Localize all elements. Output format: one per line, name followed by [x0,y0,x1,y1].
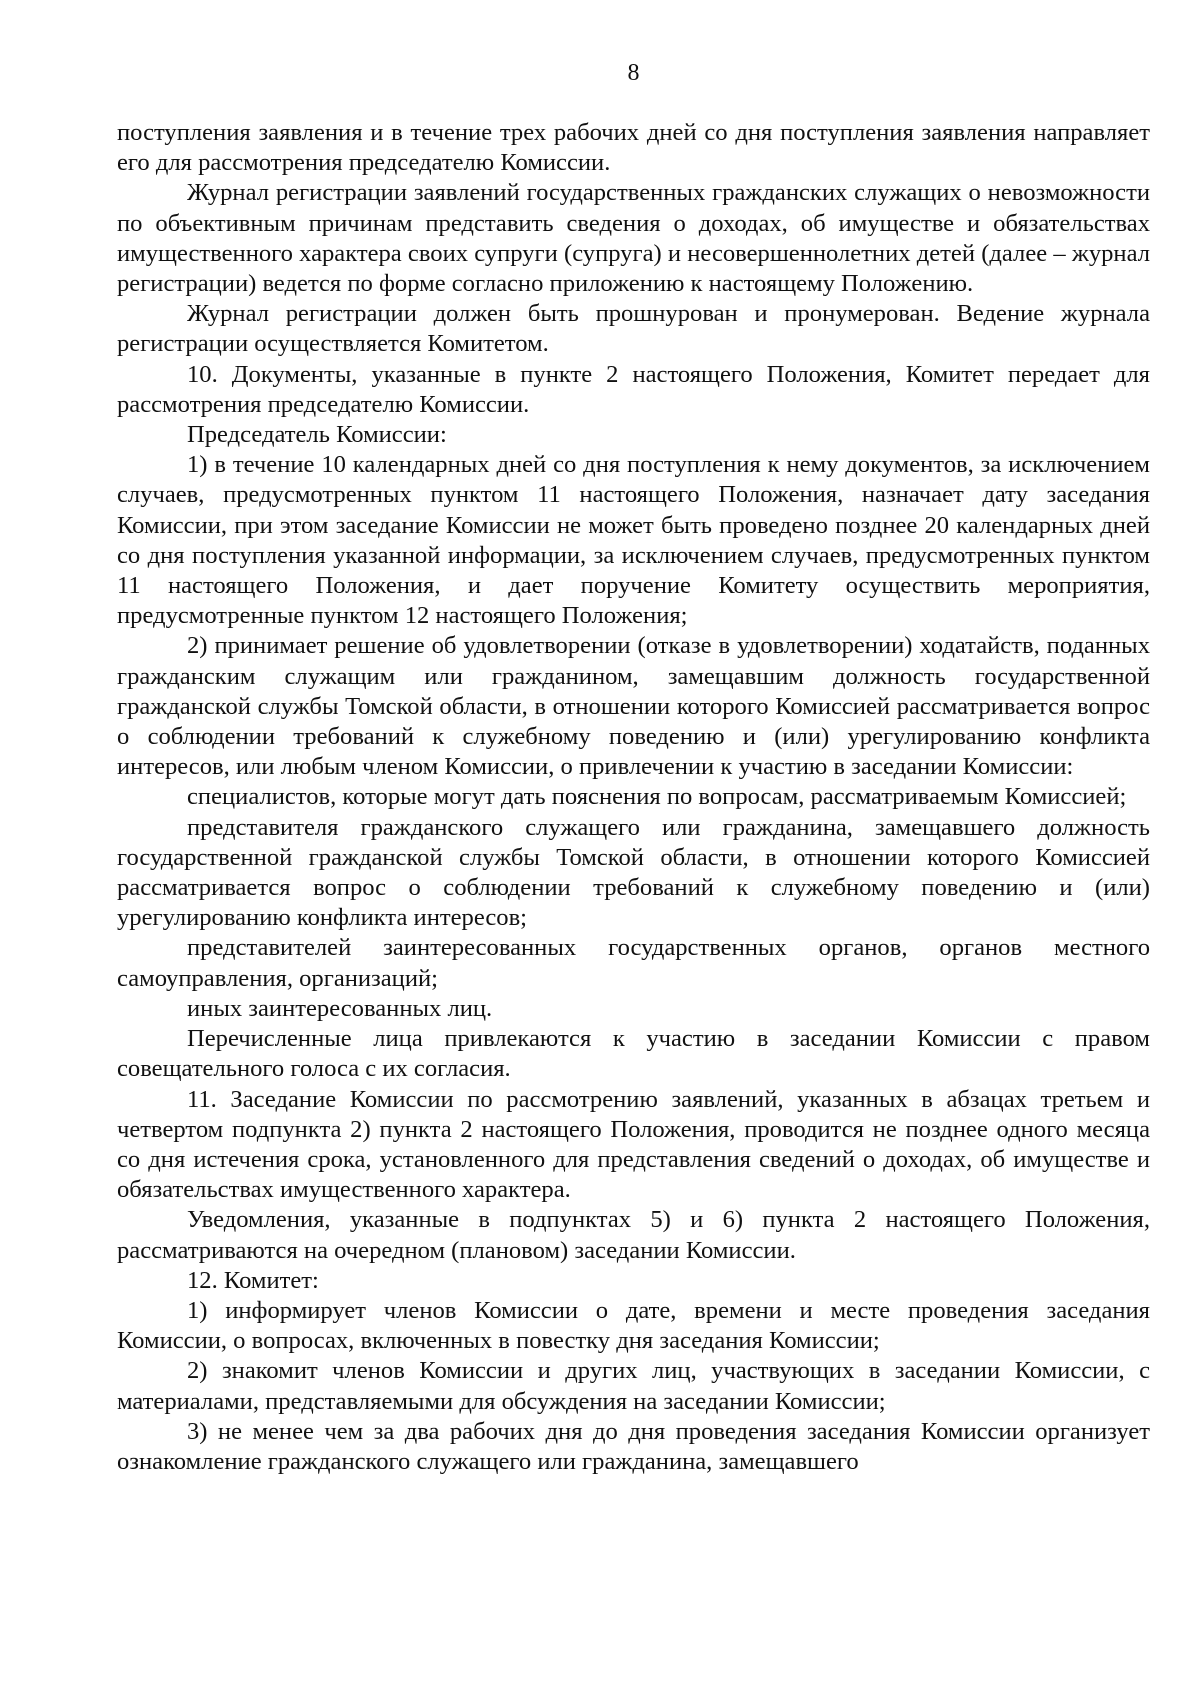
document-page [117,0,1150,1698]
paragraph: 11. Заседание Комиссии по рассмотрению заявлений, указанных в абзацах третьем и четвертом подпункта 2) пункта 2 настоящего Положения, проводится не позднее одного месяца со дня истечения срока, установленного для представления сведений о доходах, об имуществе и обязательствах имущественного характера. [117,1085,1150,1204]
paragraph: представителей заинтересованных государственных органов, органов местного самоуправления, организаций; [117,934,1150,992]
paragraph: 3) не менее чем за два рабочих дня до дня проведения заседания Комиссии организует ознакомление гражданского служащего или гражданина, замещавшего [117,1417,1150,1475]
paragraph: 12. Комитет: [187,1266,319,1294]
paragraph: представителя гражданского служащего или гражданина, замещавшего должность государственной гражданской службы Томской области, в отношении которого Комиссией рассматривается вопрос о соблюдении требований к служебному поведению и (или) урегулированию конфликта интересов; [117,813,1150,932]
body-text [117,118,1150,1477]
paragraph: Председатель Комиссии: [187,421,447,449]
paragraph: поступления заявления и в течение трех рабочих дней со дня поступления заявления направляет его для рассмотрения председателю Комиссии. [117,119,1150,177]
paragraph: иных заинтересованных лиц. [187,994,493,1022]
paragraph: специалистов, которые могут дать пояснения по вопросам, рассматриваемым Комиссией; [187,783,1127,811]
paragraph: 2) принимает решение об удовлетворении (отказе в удовлетворении) ходатайств, поданных гражданским служащим или гражданином, замещавшим должность государственной гражданской службы Томской области, в отношении которого Комиссией рассматривается вопрос о соблюдении требований к служебному поведению и (или) урегулированию конфликта интересов, или любым членом Комиссии, о привлечении к участию в заседании Комиссии: [117,632,1150,781]
paragraph: Журнал регистрации заявлений государственных гражданских служащих о невозможности по объективным причинам представить сведения о доходах, об имуществе и обязательствах имущественного характера своих супруги (супруга) и несовершеннолетних детей (далее – журнал регистрации) ведется по форме согласно приложению к настоящему Положению. [117,179,1150,298]
page-number: 8 [627,60,640,86]
paragraph: Перечисленные лица привлекаются к участию в заседании Комиссии с правом совещательного голоса с их согласия. [117,1025,1150,1083]
paragraph: 10. Документы, указанные в пункте 2 настоящего Положения, Комитет передает для рассмотрения председателю Комиссии. [117,360,1150,418]
paragraph: 2) знакомит членов Комиссии и других лиц, участвующих в заседании Комиссии, с материалами, представляемыми для обсуждения на заседании Комиссии; [117,1357,1150,1415]
paragraph: Уведомления, указанные в подпунктах 5) и 6) пункта 2 настоящего Положения, рассматриваются на очередном (плановом) заседании Комиссии. [117,1206,1150,1264]
paragraph: 1) информирует членов Комиссии о дате, времени и месте проведения заседания Комиссии, о вопросах, включенных в повестку дня заседания Комиссии; [117,1296,1150,1355]
paragraph: Журнал регистрации должен быть прошнурован и пронумерован. Ведение журнала регистрации осуществляется Комитетом. [117,300,1150,358]
paragraph: 1) в течение 10 календарных дней со дня поступления к нему документов, за исключением случаев, предусмотренных пунктом 11 настоящего Положения, назначает дату заседания Комиссии, при этом заседание Комиссии не может быть проведено позднее 20 календарных дней со дня поступления указанной информации, за исключением случаев, предусмотренных пунктом 11 настоящего Положения, и дает поручение Комитету осуществить мероприятия, предусмотренные пунктом 12 настоящего Положения; [117,451,1150,630]
